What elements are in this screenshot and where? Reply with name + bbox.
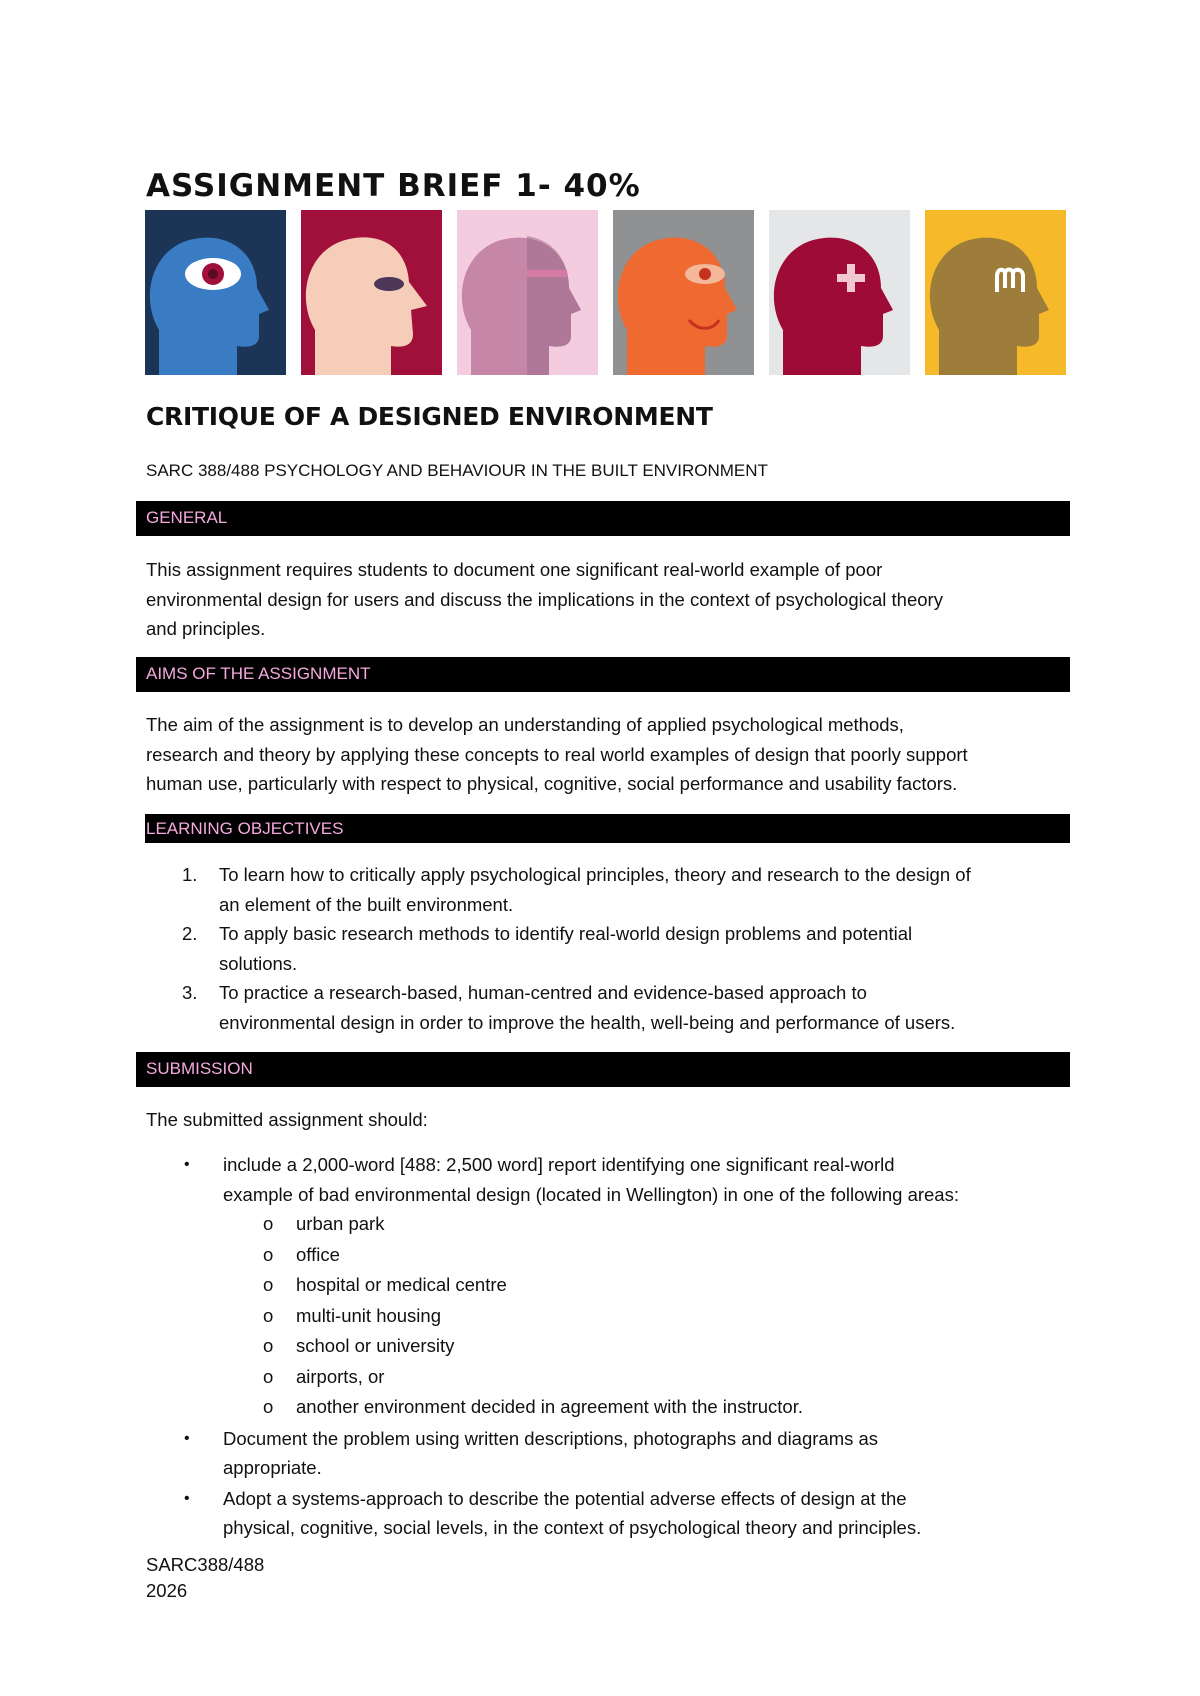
banner-heads [145,210,1067,375]
head-plus-icon [769,210,910,375]
section-heading: SUBMISSION [146,1059,253,1078]
circle-bullet-icon: o [263,1304,274,1326]
list-item [146,1150,1070,1423]
text-line: human use, particularly with respect to physical, cognitive, social performance and usability factors. [146,773,958,794]
section-header-objectives [145,814,1070,843]
text-line: include a 2,000-word [488: 2,500 word] report identifying one significant real-world [223,1154,895,1175]
list-number: 3. [182,982,198,1003]
text-line: This assignment requires students to document one significant real-world example of poor [146,559,883,580]
list-item [146,978,1070,1037]
circle-bullet-icon: o [263,1213,274,1234]
area-label: urban park [296,1213,385,1234]
circle-bullet-icon: o [263,1335,274,1356]
list-number: 2. [182,923,198,944]
list-item [146,1484,1070,1543]
text-line: physical, cognitive, social levels, in the context of psychological theory and principles. [223,1517,922,1538]
sub-list-item [223,1392,1070,1423]
text-line: solutions. [219,952,298,974]
general-paragraph [146,555,1070,644]
footer-course-code: SARC388/488 [146,1554,265,1575]
bullet-icon: • [184,1429,190,1447]
area-label: multi-unit housing [296,1304,441,1326]
document-subtitle: CRITIQUE OF A DESIGNED ENVIRONMENT [146,402,713,431]
text-line: The aim of the assignment is to develop an understanding of applied psychological methods, [146,714,904,735]
text-line: environmental design for users and discuss the implications in the context of psychological theory [146,588,943,610]
circle-bullet-icon: o [263,1396,274,1417]
area-label: school or university [296,1335,455,1356]
text-line: To learn how to critically apply psychological principles, theory and research to the design of [219,864,971,885]
sub-list-item [223,1301,1070,1332]
area-label: hospital or medical centre [296,1274,507,1295]
text-line: Document the problem using written descriptions, photographs and diagrams as [223,1427,879,1449]
section-heading: AIMS OF THE ASSIGNMENT [146,664,371,683]
section-header-general [136,501,1070,536]
section-header-aims [136,657,1070,692]
text-line: appropriate. [223,1457,322,1478]
submission-intro: The submitted assignment should: [146,1109,428,1130]
head-profile-icon [301,210,442,375]
sub-list-item [223,1270,1070,1301]
head-split-icon [457,210,598,375]
area-label: office [296,1243,340,1265]
text-line: environmental design in order to improve the health, well-being and performance of users. [219,1011,956,1033]
bullet-icon: • [184,1156,190,1173]
list-number: 1. [182,864,198,885]
sub-list-item [223,1209,1070,1240]
list-item [146,1424,1070,1483]
objectives-list [146,860,1070,1037]
area-label: airports, or [296,1365,385,1387]
sub-list-item [223,1331,1070,1362]
section-heading: GENERAL [146,508,228,527]
text-line: To practice a research-based, human-centred and evidence-based approach to [219,982,867,1003]
text-line: research and theory by applying these concepts to real world examples of design that poorly support [146,743,968,765]
areas-list [223,1209,1070,1423]
head-eye-icon [145,210,286,375]
circle-bullet-icon: o [263,1365,274,1387]
circle-bullet-icon: o [263,1243,274,1265]
page-title: ASSIGNMENT BRIEF 1- 40% [146,168,641,204]
text-line: Adopt a systems-approach to describe the potential adverse effects of design at the [223,1487,907,1509]
text-line: and principles. [146,618,266,639]
text-line: To apply basic research methods to identify real-world design problems and potential [219,923,913,944]
course-name: SARC 388/488 PSYCHOLOGY AND BEHAVIOUR IN THE BUILT ENVIRONMENT [146,461,768,480]
section-heading: LEARNING OBJECTIVES [146,819,344,838]
area-label: another environment decided in agreement with the instructor. [296,1396,803,1417]
head-smile-icon [613,210,754,375]
head-brain-icon [925,210,1066,375]
submission-list [146,1150,1070,1544]
aims-paragraph [146,710,1070,799]
text-line: example of bad environmental design (located in Wellington) in one of the following areas: [223,1183,959,1205]
text-line: an element of the built environment. [219,893,514,915]
list-item [146,919,1070,978]
circle-bullet-icon: o [263,1274,274,1295]
list-item [146,860,1070,919]
bullet-icon: • [184,1489,190,1507]
page-footer [146,1552,264,1604]
sub-list-item [223,1362,1070,1393]
sub-list-item [223,1240,1070,1271]
footer-year: 2026 [146,1580,188,1601]
section-header-submission [136,1052,1070,1087]
